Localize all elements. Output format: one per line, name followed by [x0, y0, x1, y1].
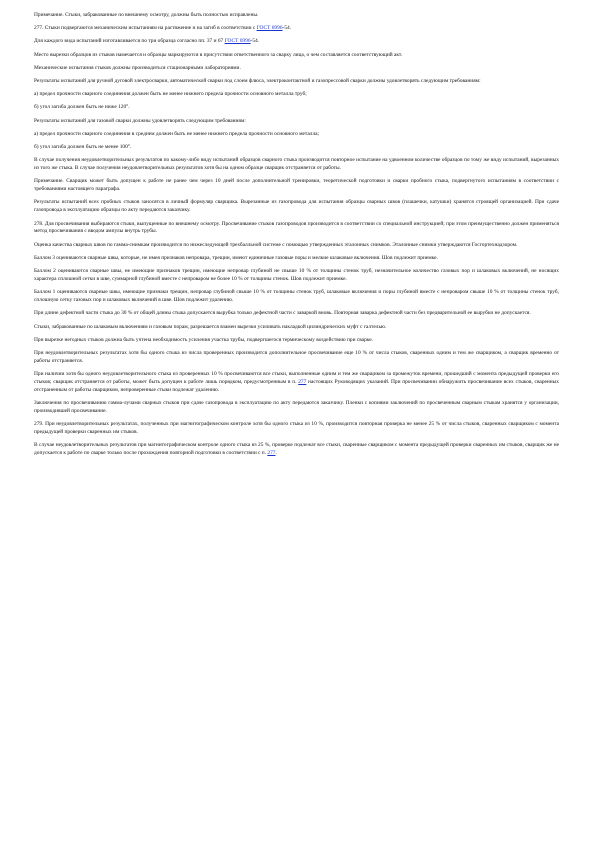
paragraph-text: В случае получения неудовлетворительных результатов по какому-либо виду испытаний образцов сварного стыка производится повторное испытание на удвоенном количестве образцов по тому же виду испытаний, вырезанных из того же стыка. В случае получения неудовлетворительных результатов хотя бы на одном образце сварщик отстраняется от работы.	[34, 157, 559, 172]
paragraph	[34, 104, 559, 112]
paragraph	[34, 12, 559, 20]
paragraph	[34, 38, 559, 46]
paragraph-text: В случае неудовлетворительных результатов при магнитографическом контроле одного стыка из 25 %, проверке подлежат все стыки, сваренные сварщиком с момента предыдущей проверки сваренных им стыков, сварщик же не допускается к работе по сварке только после прохождения повторной подготовки в соответствии с п.	[34, 442, 559, 457]
paragraph	[34, 242, 559, 250]
paragraph-text: 278. Для просвечивания выбираются стыки, выпущенные по внешнему осмотру. Просвечивание стыков газопроводов производится в соответствии со специальной инструкцией; при этом преимущественно должен применяться метод просвечивания с вводом ампулы внутрь трубы.	[34, 220, 559, 235]
paragraph	[34, 144, 559, 152]
paragraph-text: Результаты испытаний всех пробных стыков заносятся в личный формуляр сварщика. Вырезанные из газопровода для испытания образцы сварных швов (плашечки, катушки) хранятся строящей организацией. При сдаче газопровода в эксплуатацию образцы по акту передаются заказчику.	[34, 199, 559, 214]
document-body	[34, 12, 559, 458]
paragraph-text: а) предел прочности сварного соединения должен быть не менее нижнего предела прочности основного металла труб;	[34, 91, 307, 98]
paragraph-text: Примечание. Стыки, забракованные по внешнему осмотру, должны быть полностью исправлены.	[34, 12, 259, 18]
paragraph	[34, 199, 559, 215]
paragraph	[34, 25, 559, 33]
reference-link[interactable]: ГОСТ 6996	[256, 25, 283, 32]
paragraph	[34, 157, 559, 173]
paragraph-text: Баллом 1 оцениваются сварные швы, имеющие признаки трещин, непровар глубиной свыше 10 % от толщины стенок труб, шлаковые включения и поры глубиной вместе с непроваром свыше 10 % от толщины стенок труб, сплошную сетку газовых пор и шлаковых включений в шве. Шов подлежит удалению.	[34, 289, 559, 304]
paragraph	[34, 255, 559, 263]
paragraph-text-tail: -54.	[250, 38, 260, 45]
paragraph-text: Баллом 3 оцениваются сварные швы, которые, не имея признаков непровара, трещин, имеют единичные газовые поры и мелкие шлаковые включения. Шов подлежит приемке.	[34, 254, 438, 261]
paragraph-text: Стыки, забракованные по шлаковым включениям и газовым порам, разрешается взамен вырезки усиливать накладкой цилиндрических муфт с галтелью.	[34, 323, 387, 330]
paragraph-text: Примечание. Сварщик может быть допущен к работе не ранее чем через 10 дней после дополнительной тренировки, теоретической подготовки и сварки пробного стыка, подвергнутого испытаниям в соответствии с требованиями настоящего параграфа.	[34, 178, 559, 193]
paragraph-text: При неудовлетворительных результатах хотя бы одного стыка из числа проверенных производится дополнительное просвечивание еще 10 % от числа стыков, сваренных одним и тем же сварщиком, а сварщик временно от работы отстраняется.	[34, 349, 559, 364]
paragraph-text-tail: .	[275, 450, 277, 457]
paragraph	[34, 78, 559, 86]
paragraph-text: При длине дефектной части стыка до 30 % от общей длины стыка допускается вырубка только дефектной части с заваркой вновь. Повторная заварка дефектной части без предварительной ее вырубки не допускается.	[34, 310, 531, 317]
paragraph	[34, 310, 559, 318]
paragraph	[34, 421, 559, 437]
paragraph-text-tail: -54.	[282, 25, 292, 32]
paragraph-text: При наличии хотя бы одного неудовлетворительного стыка из проверенных 10 % просвечиваются все стыки, выполненные одним и тем же сварщиком за промежуток времени, прошедший с момента предыдущей проверки его стыков; сварщик отстраняется от работы, может быть допущен к работе лишь порядком, предусмотренным в п.	[34, 371, 559, 385]
paragraph	[34, 442, 559, 458]
paragraph	[34, 118, 559, 126]
paragraph-text: б) угол загиба должен быть не менее 100°.	[34, 144, 132, 151]
paragraph-text: Результаты испытаний для ручной дуговой электросварки, автоматической сварки под слоем флюса, электроконтактной и газопрессовой сварки должны удовлетворять следующим требованиям:	[34, 78, 481, 85]
paragraph	[34, 400, 559, 416]
paragraph-text: а) предел прочности сварного соединения в среднем должен быть не менее нижнего предела прочности основного металла;	[34, 130, 320, 137]
paragraph-text: Баллом 2 оцениваются сварные швы, не имеющие признаков трещин, имеющие непровар глубиной не свыше 10 % от толщины стенок труб, незначительное количество газовых пор и шлаковых включений, не носящих характера сплошной сетки в шве, суммарной глубиной вместе с непроваром не более 10 % от толщины стенок. Шов подлежит приемке.	[34, 268, 559, 282]
paragraph	[34, 289, 559, 305]
paragraph	[34, 178, 559, 194]
paragraph	[34, 268, 559, 284]
paragraph	[34, 131, 559, 139]
paragraph-text: Заключения по просвечиванию гамма-лучами сварных стыков при сдаче газопровода в эксплуатацию по акту передаются заказчику. Пленки с копиями заключений по просвеченным сварным стыкам хранятся у организации, производившей просвечивание.	[34, 400, 559, 414]
paragraph-text: Оценка качества сварных швов по гамма-снимкам производится по нижеследующей трехбалльной системе с помощью утвержденных эталонных снимков. Эталонные снимки утверждаются Госгортехнадзором.	[34, 241, 518, 248]
paragraph	[34, 91, 559, 99]
paragraph	[34, 350, 559, 366]
paragraph	[34, 324, 559, 332]
paragraph-text: Механические испытания стыков должны производиться стационарными лабораториями.	[34, 64, 241, 71]
paragraph	[34, 337, 559, 345]
paragraph-text: При вырезке негодных стыков должна быть учтена необходимость усиления участка трубы, подвергшегося термическому воздействию при сварке.	[34, 336, 373, 343]
reference-link[interactable]: 277	[267, 450, 276, 457]
paragraph	[34, 221, 559, 237]
reference-link[interactable]: ГОСТ 6996	[224, 38, 251, 45]
paragraph-text: Место вырезки образцов из стыков намечается и образцы маркируются в присутствии ответственного за сварку лица, о чем составляется соответствующий акт.	[34, 51, 403, 58]
paragraph-text: Для каждого вида испытаний изготавливается по три образца согласно пп. 37 и 67	[34, 38, 225, 45]
paragraph	[34, 65, 559, 73]
paragraph	[34, 52, 559, 60]
reference-link[interactable]: 277	[298, 378, 307, 385]
paragraph-text: 277. Стыки подвергаются механическим испытаниям на растяжение и на загиб в соответствии с	[34, 25, 257, 32]
paragraph-text-tail: настоящих Руководящих указаний. При просвечивании обнаружить просвечивание всех стыков, сваренных отстраненным от работы сварщиком, непроверенные стыки подлежат удалению.	[34, 378, 559, 393]
paragraph	[34, 371, 559, 395]
paragraph-text: б) угол загиба должен быть не ниже 120°.	[34, 104, 130, 111]
paragraph-text: Результаты испытаний для газовой сварки должны удовлетворять следующим требованиям:	[34, 117, 246, 124]
paragraph-text: 279. При неудовлетворительных результатах, полученных при магнитографическом контроле хотя бы одного стыка из 10 %, производится повторная проверка не менее 25 % от числа стыков, сваренных сварщиком с момента предыдущей проверки сваренных им стыков.	[34, 421, 559, 436]
